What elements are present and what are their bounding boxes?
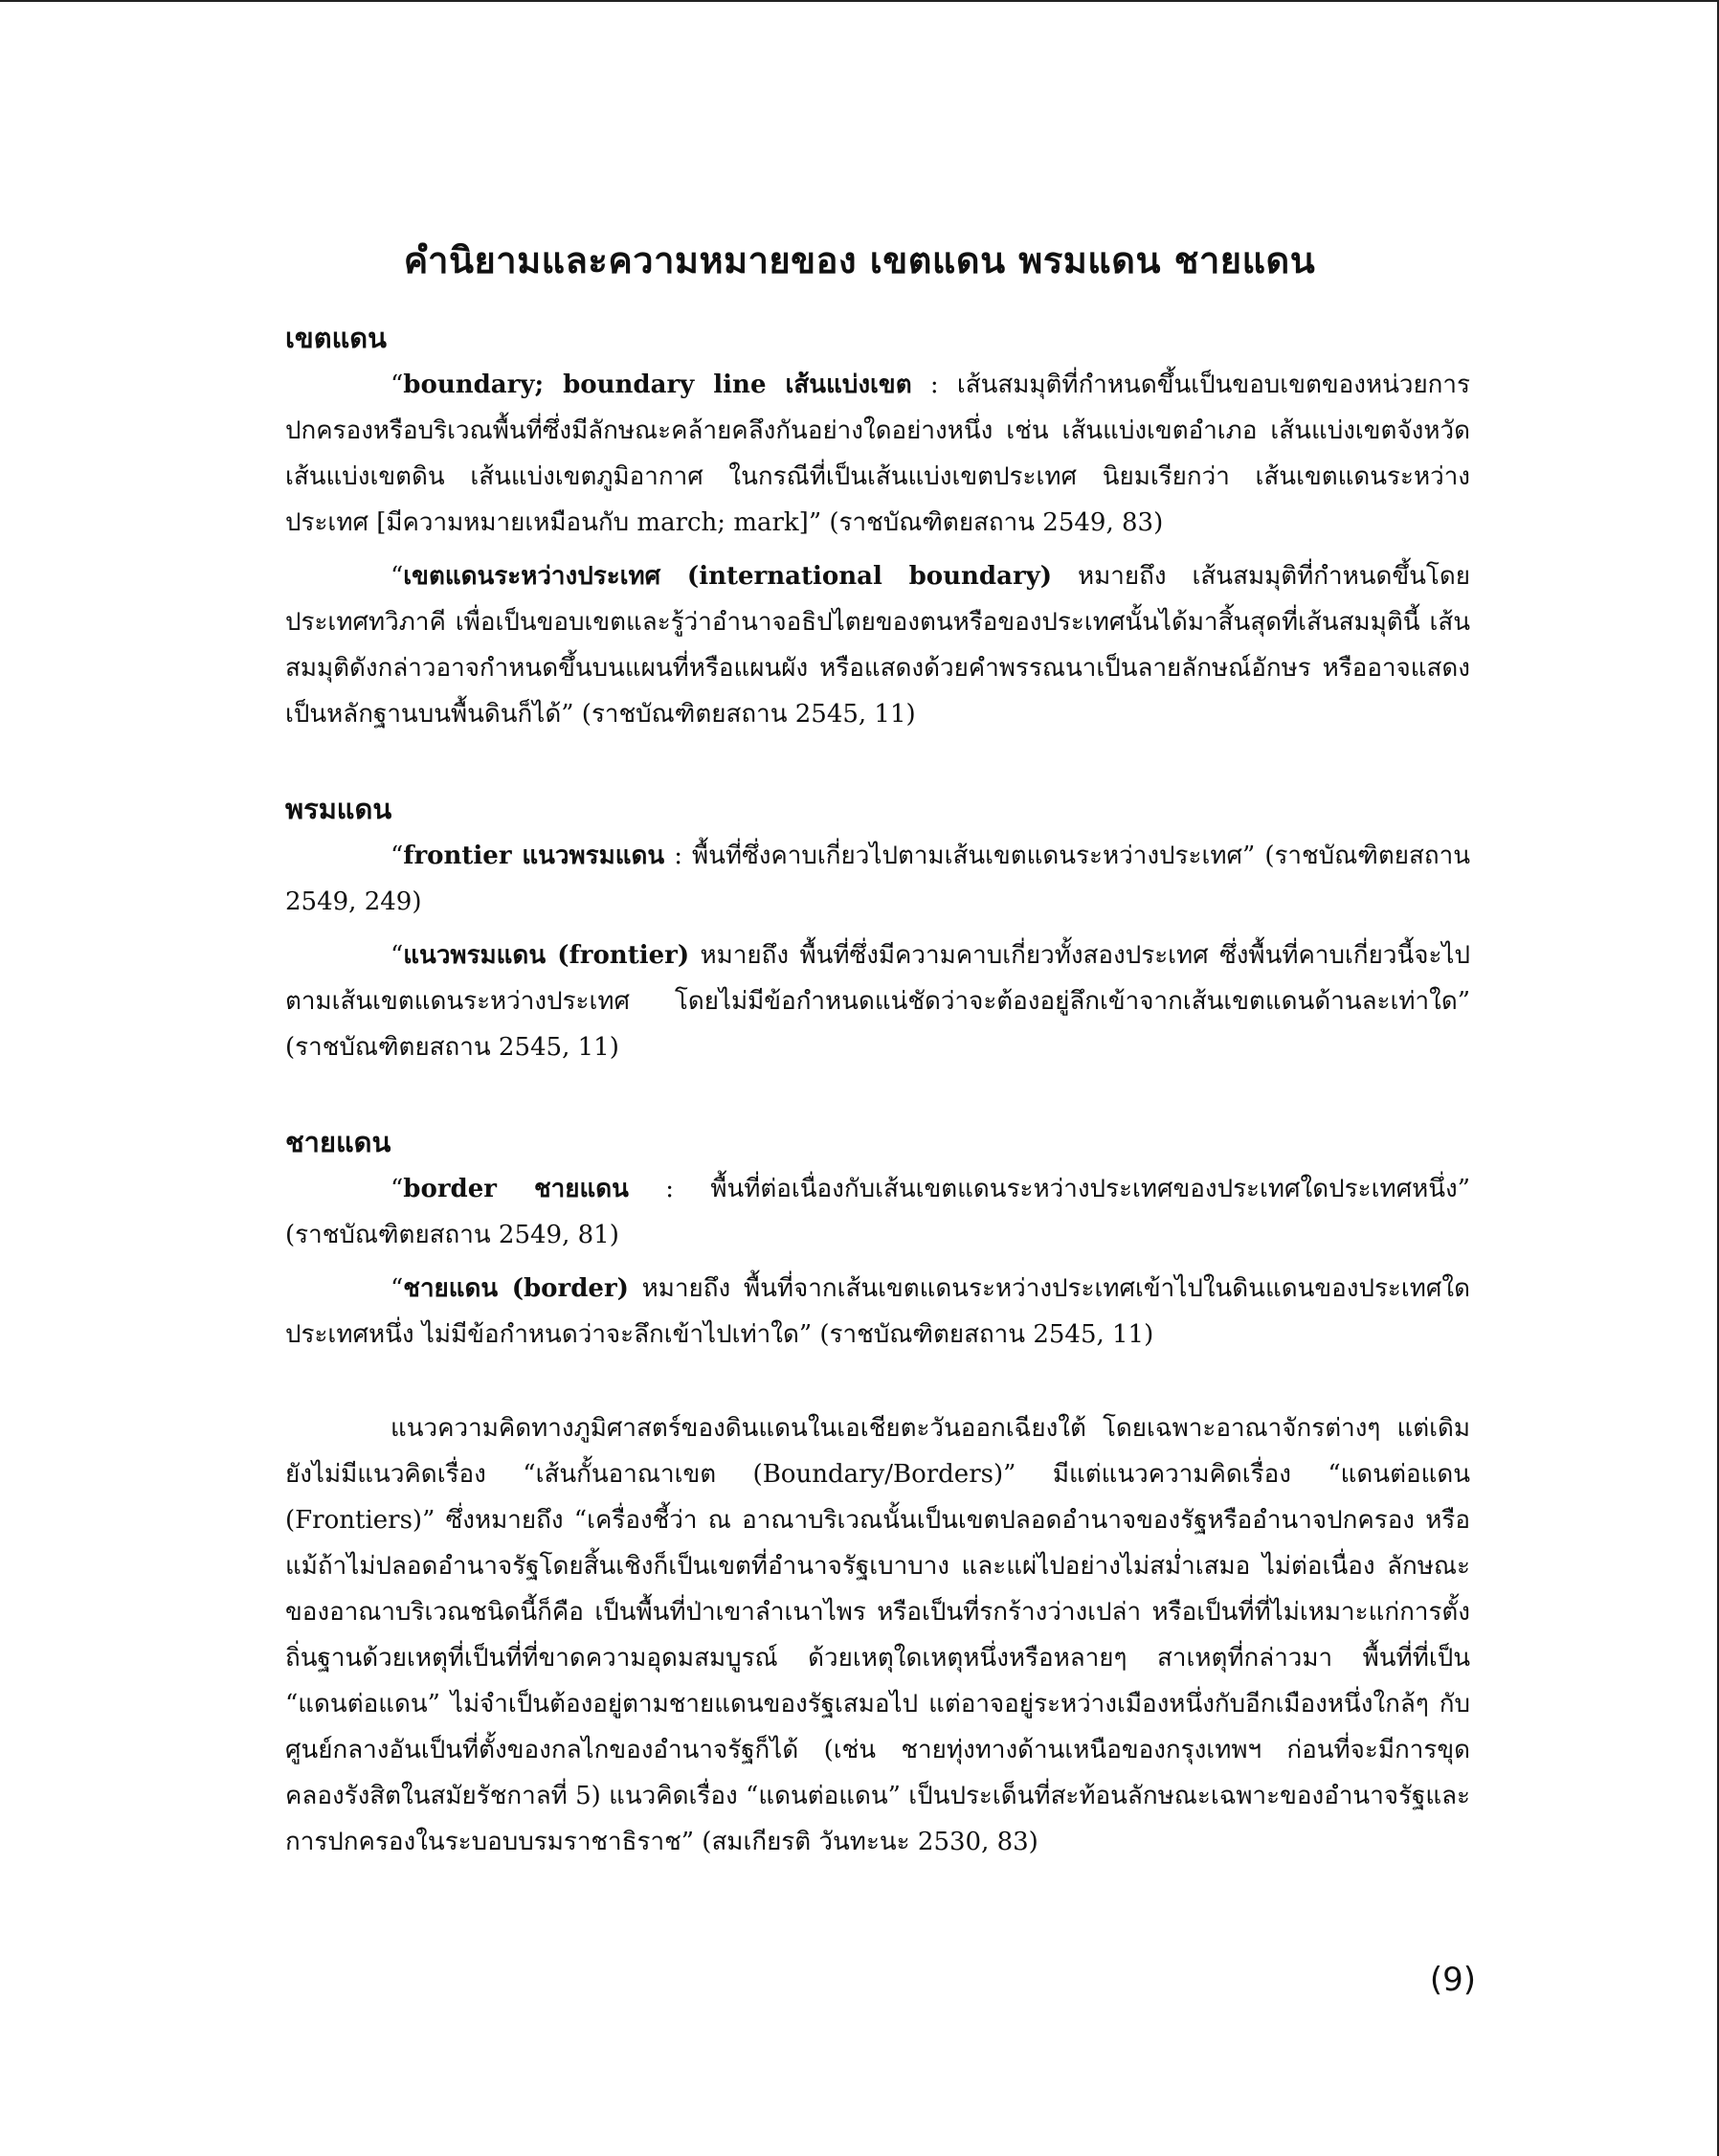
definition-term: แนวพรมแดน (frontier) <box>403 941 690 970</box>
section-heading-chai-daen: ชายแดน <box>285 1126 391 1158</box>
definition-body: : พื้นที่ซึ่งคาบเกี่ยวไปตามเส้นเขตแดนระหว่างประเทศ” (ราชบัณฑิตยสถาน 2549, 249) <box>285 842 1470 916</box>
definition-paragraph <box>285 362 1470 546</box>
definition-body: หมายถึง พื้นที่ซึ่งมีความคาบเกี่ยวทั้งสองประเทศ ซึ่งพื้นที่คาบเกี่ยวนี้จะไปตามเส้นเขตแดนระหว่างประเทศ โดยไม่มีข้อกำหนดแน่ชัดว่าจะต้องอยู่ลึกเข้าจากเส้นเขตแดนด้านละเท่าใด” (ราชบัณฑิตยสถาน 2545, 11) <box>285 941 1470 1062</box>
definition-paragraph <box>285 1266 1470 1358</box>
definition-term: border ชายแดน <box>403 1175 629 1203</box>
definition-term: ชายแดน (border) <box>403 1274 629 1303</box>
definition-body: หมายถึง พื้นที่จากเส้นเขตแดนระหว่างประเทศเข้าไปในดินแดนของประเทศใดประเทศหนึ่ง ไม่มีข้อกำหนดว่าจะลึกเข้าไปเท่าใด” (ราชบัณฑิตยสถาน 2545, 11) <box>285 1274 1470 1349</box>
definition-term: เขตแดนระหว่างประเทศ (international boundary) <box>403 562 1053 591</box>
definition-paragraph <box>285 932 1470 1070</box>
definition-term: boundary; boundary line เส้นแบ่งเขต <box>403 371 912 399</box>
definition-body: หมายถึง เส้นสมมุติที่กำหนดขึ้นโดยประเทศทวิภาคี เพื่อเป็นขอบเขตและรู้ว่าอำนาจอธิปไตยของตนหรือของประเทศนั้นได้มาสิ้นสุดที่เส้นสมมุตินี้ เส้นสมมุติดังกล่าวอาจกำหนดขึ้นบนแผนที่หรือแผนผัง หรือแสดงด้วยคำพรรณนาเป็นลายลักษณ์อักษร หรืออาจแสดงเป็นหลักฐานบนพื้นดินก็ได้” (ราชบัณฑิตยสถาน 2545, 11) <box>285 562 1471 729</box>
open-quote: “ <box>391 842 404 870</box>
page-title: คำนิยามและความหมายของ เขตแดน พรมแดน ชายแดน <box>403 238 1316 282</box>
open-quote: “ <box>391 562 404 591</box>
definition-paragraph <box>285 1166 1470 1258</box>
closing-paragraph: แนวความคิดทางภูมิศาสตร์ของดินแดนในเอเชียตะวันออกเฉียงใต้ โดยเฉพาะอาณาจักรต่างๆ แต่เดิมยังไม่มีแนวคิดเรื่อง “เส้นกั้นอาณาเขต (Boundary/Borders)” มีแต่แนวความคิดเรื่อง “แดนต่อแดน (Frontiers)” ซึ่งหมายถึง “เครื่องชี้ว่า ณ อาณาบริเวณนั้นเป็นเขตปลอดอำนาจของรัฐหรืออำนาจปกครอง หรือแม้ถ้าไม่ปลอดอำนาจรัฐโดยสิ้นเชิงก็เป็นเขตที่อำนาจรัฐเบาบาง และแผ่ไปอย่างไม่สม่ำเสมอ ไม่ต่อเนื่อง ลักษณะของอาณาบริเวณชนิดนี้ก็คือ เป็นพื้นที่ป่าเขาลำเนาไพร หรือเป็นที่รกร้างว่างเปล่า หรือเป็นที่ที่ไม่เหมาะแก่การตั้งถิ่นฐานด้วยเหตุที่เป็นที่ที่ขาดความอุดมสมบูรณ์ ด้วยเหตุใดเหตุหนึ่งหรือหลายๆ สาเหตุที่กล่าวมา พื้นที่ที่เป็น “แดนต่อแดน” ไม่จำเป็นต้องอยู่ตามชายแดนของรัฐเสมอไป แต่อาจอยู่ระหว่างเมืองหนึ่งกับอีกเมืองหนึ่งใกล้ๆ กับศูนย์กลางอันเป็นที่ตั้งของกลไกของอำนาจรัฐก็ได้ (เช่น ชายทุ่งทางด้านเหนือของกรุงเทพฯ ก่อนที่จะมีการขุดคลองรังสิตในสมัยรัชกาลที่ 5) แนวคิดเรื่อง “แดนต่อแดน” เป็นประเด็นที่สะท้อนลักษณะเฉพาะของอำนาจรัฐและการปกครองในระบอบบรมราชาธิราช” (สมเกียรติ วันทะนะ 2530, 83) <box>285 1414 1470 1856</box>
open-quote: “ <box>391 1274 404 1303</box>
definition-paragraph <box>285 553 1470 737</box>
definition-body: : พื้นที่ต่อเนื่องกับเส้นเขตแดนระหว่างประเทศของประเทศใดประเทศหนึ่ง” (ราชบัณฑิตยสถาน 2549, 81) <box>285 1175 1470 1249</box>
document-body <box>285 314 1470 1865</box>
open-quote: “ <box>391 1175 404 1203</box>
definition-term: frontier แนวพรมแดน <box>403 842 665 870</box>
page-border-top <box>0 0 1719 2</box>
definition-paragraph <box>285 833 1470 925</box>
page-number: (9) <box>1429 1961 1476 1999</box>
open-quote: “ <box>391 371 404 399</box>
section-heading-phrom-daen: พรมแดน <box>285 793 392 825</box>
definition-body: : เส้นสมมุติที่กำหนดขึ้นเป็นขอบเขตของหน่วยการปกครองหรือบริเวณพื้นที่ซึ่งมีลักษณะคล้ายคลึงกันอย่างใดอย่างหนึ่ง เช่น เส้นแบ่งเขตอำเภอ เส้นแบ่งเขตจังหวัด เส้นแบ่งเขตดิน เส้นแบ่งเขตภูมิอากาศ ในกรณีที่เป็นเส้นแบ่งเขตประเทศ นิยมเรียกว่า เส้นเขตแดนระหว่างประเทศ [มีความหมายเหมือนกับ march; mark]” (ราชบัณฑิตยสถาน 2549, 83) <box>285 371 1470 537</box>
open-quote: “ <box>391 941 404 970</box>
section-heading-khet-daen: เขตแดน <box>285 322 387 354</box>
